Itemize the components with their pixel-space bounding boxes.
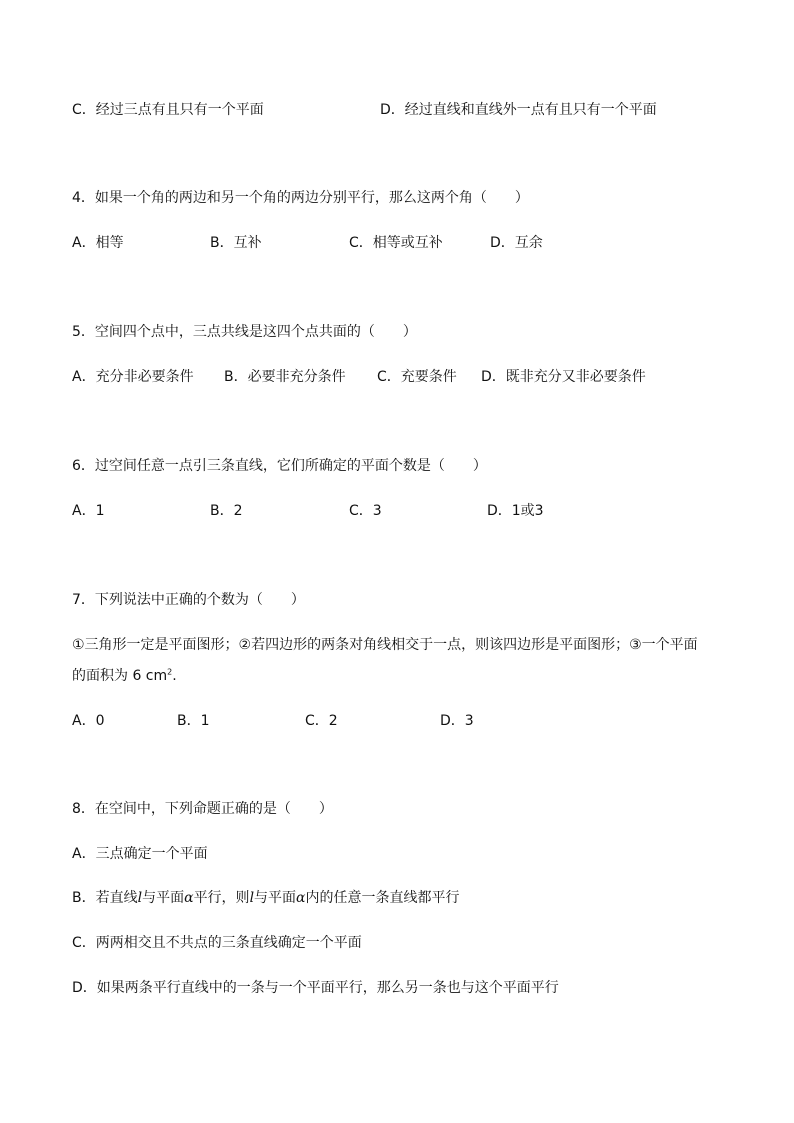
question-6-option-b: B．2 [210,503,243,519]
question-7-area-exponent: 2 [167,667,173,677]
option-b-part-4: 与平面 [254,890,297,906]
question-8-option-d: D．如果两条平行直线中的一条与一个平面平行，那么另一条也与这个平面平行 [72,980,559,996]
line-variable-l: l [137,890,143,906]
question-7-statements-line-1: ①三角形一定是平面图形；②若四边形的两条对角线相交于一点，则该四边形是平面图形；③一个平面 [72,637,698,653]
question-8-stem: 8．在空间中，下列命题正确的是（ ） [72,801,333,817]
prev-question-option-c: C．经过三点有且只有一个平面 [72,102,264,118]
question-4-option-b: B．互补 [210,235,262,251]
question-7-area-text: 的面积为 6 cm [72,668,168,684]
question-7-option-d: D．3 [440,713,474,729]
prev-question-option-d: D．经过直线和直线外一点有且只有一个平面 [380,102,657,118]
question-7-statements-line-2 [72,666,177,686]
question-8-option-c: C．两两相交且不共点的三条直线确定一个平面 [72,935,362,951]
question-6-option-c: C．3 [349,503,382,519]
question-7-option-a: A．0 [72,713,105,729]
question-8-option-a: A．三点确定一个平面 [72,846,208,862]
plane-variable-alpha-second: α [296,890,306,906]
question-7-stem: 7．下列说法中正确的个数为（ ） [72,592,305,608]
option-b-part-2: 与平面 [142,890,185,906]
question-6-option-a: A．1 [72,503,105,519]
question-4-stem: 4．如果一个角的两边和另一个角的两边分别平行，那么这两个角（ ） [72,190,529,206]
question-7-option-c: C．2 [305,713,338,729]
question-4-option-d: D．互余 [490,235,543,251]
question-5-option-b: B．必要非充分条件 [224,369,346,385]
option-b-part-5: 内的任意一条直线都平行 [305,890,460,906]
question-4-option-a: A．相等 [72,235,124,251]
question-7-area-period: . [172,668,177,684]
question-5-option-c: C．充要条件 [377,369,457,385]
question-8-option-b [72,888,460,908]
question-4-option-c: C．相等或互补 [349,235,443,251]
question-6-stem: 6．过空间任意一点引三条直线，它们所确定的平面个数是（ ） [72,458,487,474]
option-b-part-1: B．若直线 [72,890,138,906]
question-5-option-d: D．既非充分又非必要条件 [481,369,646,385]
plane-variable-alpha: α [184,890,194,906]
question-5-stem: 5．空间四个点中，三点共线是这四个点共面的（ ） [72,324,417,340]
question-6-option-d: D．1或3 [487,503,544,519]
question-7-option-b: B．1 [177,713,210,729]
question-5-option-a: A．充分非必要条件 [72,369,194,385]
line-variable-l-second: l [249,890,255,906]
option-b-part-3: 平行，则 [193,890,250,906]
